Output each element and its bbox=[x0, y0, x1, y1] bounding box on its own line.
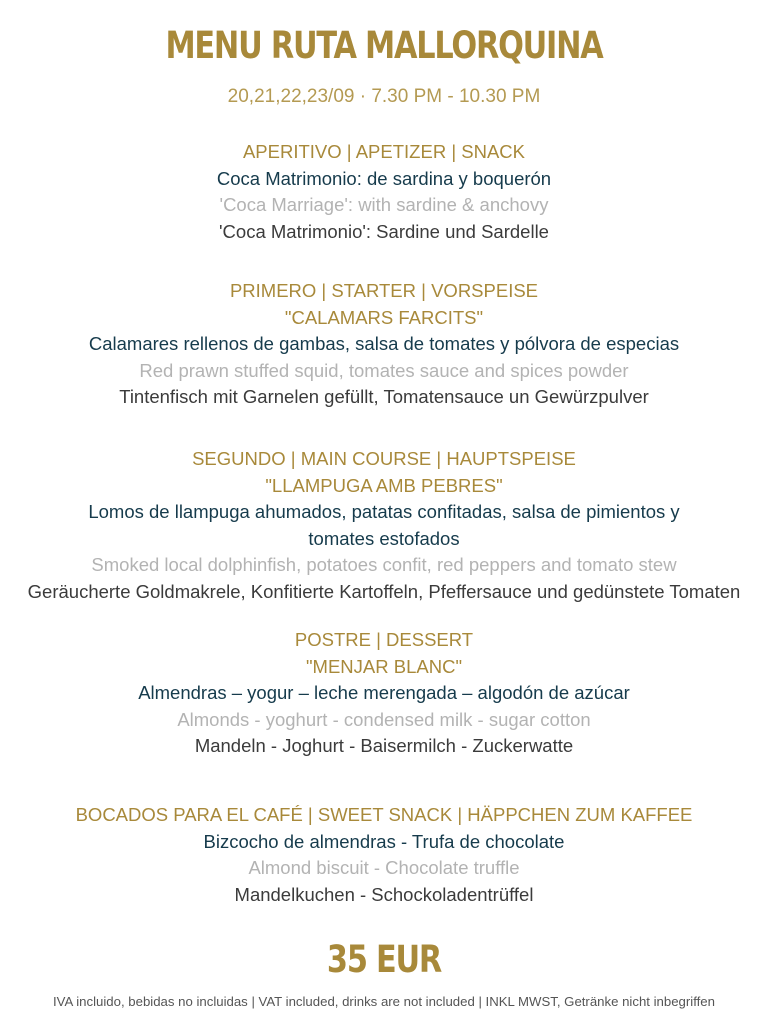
segundo-english: Smoked local dolphinfish, potatoes confit, red peppers and tomato stew bbox=[91, 554, 677, 575]
segundo-section bbox=[0, 446, 768, 605]
segundo-german: Geräucherte Goldmakrele, Konfitierte Kartoffeln, Pfeffersauce und gedünstete Tomaten bbox=[27, 580, 741, 602]
segundo-spanish-line1: Lomos de llampuga ahumados, patatas confitadas, salsa de pimientos y bbox=[88, 501, 680, 522]
bocados-spanish: Bizcocho de almendras - Trufa de chocolate bbox=[203, 830, 565, 852]
aperitivo-section bbox=[0, 139, 768, 245]
segundo-spanish-line2: tomates estofados bbox=[308, 527, 460, 549]
primero-spanish: Calamares rellenos de gambas, salsa de tomates y pólvora de especias bbox=[88, 333, 680, 354]
event-dates: 20,21,22,23/09 · 7.30 PM - 10.30 PM bbox=[227, 86, 541, 107]
menu-price: 35 EUR bbox=[326, 938, 442, 981]
aperitivo-english: 'Coca Marriage': with sardine & anchovy bbox=[219, 194, 549, 215]
tax-footnote: IVA incluido, bebidas no incluidas | VAT included, drinks are not included | INKL MWST, Getränke nicht inbegriffen bbox=[53, 994, 715, 1009]
bocados-heading: BOCADOS PARA EL CAFÉ | SWEET SNACK | HÄPPCHEN ZUM KAFFEE bbox=[75, 804, 693, 825]
primero-heading: PRIMERO | STARTER | VORSPEISE bbox=[229, 280, 539, 301]
primero-german: Tintenfisch mit Garnelen gefüllt, Tomatensauce un Gewürzpulver bbox=[119, 386, 649, 407]
postre-english: Almonds - yoghurt - condensed milk - sugar cotton bbox=[177, 708, 591, 730]
aperitivo-spanish: Coca Matrimonio: de sardina y boquerón bbox=[216, 167, 552, 189]
postre-german: Mandeln - Joghurt - Baisermilch - Zuckerwatte bbox=[194, 735, 574, 756]
aperitivo-heading: APERITIVO | APETIZER | SNACK bbox=[242, 141, 526, 162]
primero-english: Red prawn stuffed squid, tomates sauce and spices powder bbox=[139, 359, 629, 381]
postre-dish-name: "MENJAR BLANC" bbox=[305, 655, 463, 677]
postre-spanish: Almendras – yogur – leche merengada – algodón de azúcar bbox=[138, 682, 630, 703]
postre-heading: POSTRE | DESSERT bbox=[294, 629, 474, 650]
segundo-dish-name: "LLAMPUGA AMB PEBRES" bbox=[265, 474, 503, 496]
primero-dish-name: "CALAMARS FARCITS" bbox=[284, 306, 484, 328]
bocados-section bbox=[0, 802, 768, 908]
bocados-english: Almond biscuit - Chocolate truffle bbox=[248, 857, 520, 878]
menu-title: MENU RUTA MALLORQUINA bbox=[165, 24, 603, 67]
segundo-heading: SEGUNDO | MAIN COURSE | HAUPTSPEISE bbox=[192, 448, 576, 469]
bocados-german: Mandelkuchen - Schockoladentrüffel bbox=[234, 883, 534, 905]
primero-section bbox=[0, 278, 768, 411]
postre-section bbox=[0, 627, 768, 760]
aperitivo-german: 'Coca Matrimonio': Sardine und Sardelle bbox=[219, 220, 549, 242]
